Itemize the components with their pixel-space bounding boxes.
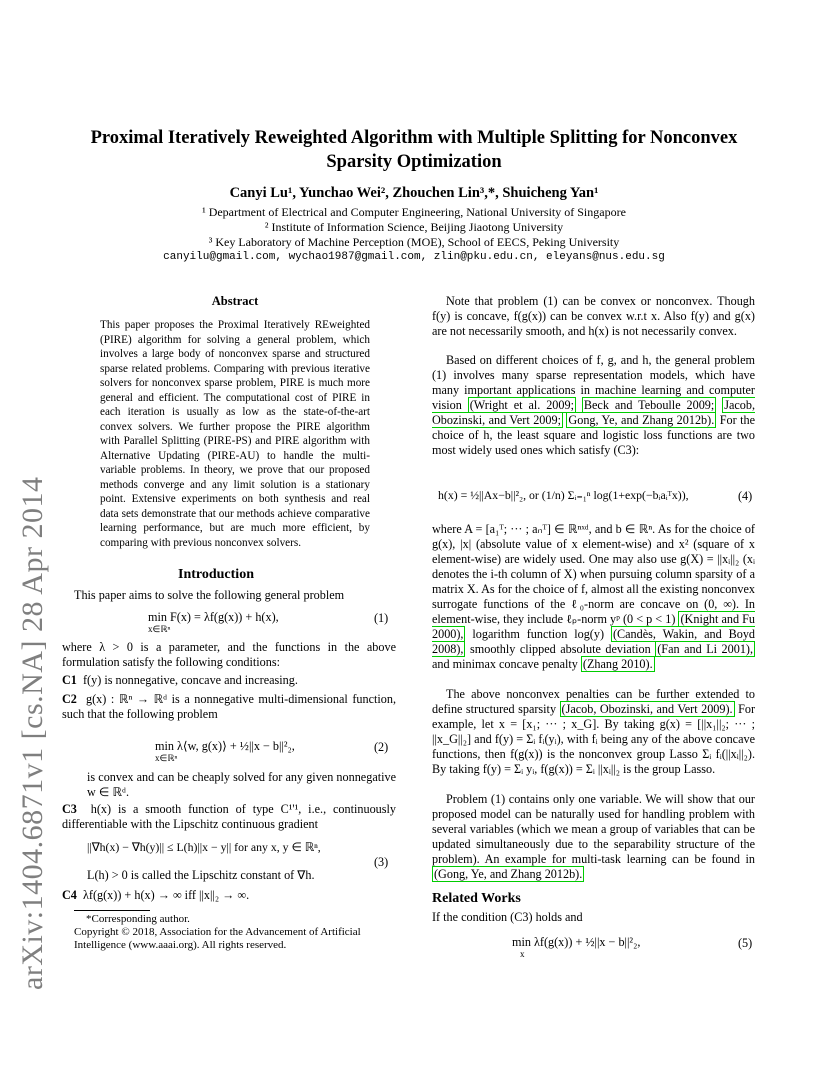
condition-c2 — [62, 692, 396, 722]
abstract-heading: Abstract — [211, 294, 259, 308]
equation-2: min λ⟨w, g(x)⟩ + ½||x − b||²₂, — [155, 739, 295, 753]
condition-c4-text: λf(g(x)) + h(x) → ∞ iff ||x||₂ → ∞. — [83, 888, 250, 902]
right-paragraph-3: where A = [a₁ᵀ; ··· ; aₙᵀ] ∈ ℝⁿˣᵈ, and b ∈ ℝⁿ. As for the choice of g(x), |x| (absolute value of x element-wise) and x² (square of x element-wise) are widely used. One may also use g(X) = ||xᵢ||₂ (xᵢ denotes the i-th column of X) when pursuing column sparsity of a matrix X. As for the choice of f, almost all the existing nonconvex surrogate functions of the ℓ₀-norm are concave on (0, ∞). In element-wise, they include ℓₚ-norm yᵖ (0 < p < 1) (Knight and Fu 2000), logarithm function log(y) (Candès, Wakin, and Boyd 2008), smoothly clipped absolute deviation (Fan and Li 2001), and minimax concave penalty (Zhang 2010). — [432, 522, 756, 671]
equation-5: min λf(g(x)) + ½||x − b||²₂, — [512, 935, 641, 949]
condition-c1-text: f(y) is nonnegative, concave and increasing. — [83, 673, 298, 687]
equation-3: ||∇h(x) − ∇h(y)|| ≤ L(h)||x − y|| for any x, y ∈ ℝⁿ, — [87, 840, 321, 854]
equation-4: h(x) = ½||Ax−b||²₂, or (1/n) Σᵢ₌₁ⁿ log(1+exp(−bᵢaᵢᵀx)), — [438, 488, 689, 502]
right-paragraph-4: The above nonconvex penalties can be further extended to define structured sparsity (Jacob, Obozinski, and Vert 2009). For example, let x = [x₁; ··· ; x_G]. By taking g(x) = [||x₁||₂; ··· ; ||x_G||₂] and f(y) = Σᵢ fᵢ(yᵢ), with fᵢ being any of the above concave functions, then f(g(x)) is the nonconvex group Lasso Σᵢ fᵢ(||xᵢ||₂). By taking f(y) = Σᵢ yᵢ, f(g(x)) = Σᵢ ||xᵢ||₂ is the group Lasso. — [432, 687, 756, 776]
footnote-copyright: Copyright © 2018, Association for the Advancement of Artificial Intelligence (www.aaai.org). All rights reserved. — [74, 926, 361, 951]
arxiv-stamp — [8, 300, 48, 990]
condition-c1 — [62, 673, 396, 688]
paper-title: Proximal Iteratively Reweighted Algorithm with Multiple Splitting for Nonconvex Sparsity Optimization — [90, 128, 738, 172]
citation-link[interactable]: Gong, Ye, and Zhang 2012b). — [568, 413, 715, 427]
condition-c4 — [62, 888, 396, 903]
equation-5-number: (5) — [738, 936, 753, 950]
arxiv-id: arXiv:1404.6871v1 [cs.NA] 28 Apr 2014 — [16, 476, 49, 990]
condition-c2-continued: is convex and can be cheaply solved for any given nonnegative w ∈ ℝᵈ. — [87, 770, 396, 799]
intro-paragraph-2: where λ > 0 is a parameter, and the functions in the above formulation satisfy the following conditions: — [62, 640, 396, 669]
right-paragraph-2: Based on different choices of f, g, and h, the general problem (1) involves many sparse representation models, which have many important applications in machine learning and computer vision (Wright et al. 2009; Beck and Teboulle 2009; Jacob, Obozinski, and Vert 2009; Gong, Ye, and Zhang 2012b). For the choice of h, the least square and logistic loss functions are two most widely used ones which satisfy (C3): — [432, 353, 756, 457]
right-paragraph-1: Note that problem (1) can be convex or nonconvex. Though f(y) is concave, f(g(x)) can be convex w.r.t x. Also f(y) and g(x) are not necessarily smooth, and h(x) is not necessarily convex. — [432, 294, 755, 338]
condition-c2-text: g(x) : ℝⁿ → ℝᵈ is a nonnegative multi-dimensional function, such that the following problem — [62, 692, 396, 721]
footnote-corresponding: *Corresponding author. — [86, 913, 190, 925]
affiliation-1: ¹ Department of Electrical and Computer Engineering, National University of Singapore — [202, 205, 626, 219]
citation-link[interactable]: (Zhang 2010). — [582, 657, 653, 671]
condition-c1-label: C1 — [62, 673, 77, 687]
footnote-rule — [74, 910, 150, 911]
affiliation-3: ³ Key Laboratory of Machine Perception (MOE), School of EECS, Peking University — [208, 235, 620, 249]
equation-2-number: (2) — [374, 740, 389, 754]
citation-link[interactable]: (Gong, Ye, and Zhang 2012b). — [434, 867, 583, 881]
equation-2-subscript: x∈ℝⁿ — [155, 753, 178, 763]
citation-link[interactable]: (Fan and Li 2001), — [657, 642, 754, 656]
related-works-paragraph: If the condition (C3) holds and — [432, 910, 583, 924]
intro-heading: Introduction — [178, 567, 254, 582]
equation-1-subscript: x∈ℝⁿ — [148, 624, 171, 634]
equation-3-number: (3) — [374, 855, 389, 869]
intro-paragraph-1: This paper aims to solve the following general problem — [74, 588, 345, 602]
condition-c2-label: C2 — [62, 692, 77, 706]
condition-c3-label: C3 — [62, 802, 77, 816]
abstract-text: This paper proposes the Proximal Iteratively REweighted (PIRE) algorithm for solving a general problem, which involves a large body of nonconvex sparse and structured sparse related problems. Comparing with previous iterative solvers for nonconvex sparse problem, PIRE is much more general and efficient. The computational cost of PIRE in each iteration is usually as low as the state-of-the-art convex solvers. We further propose the PIRE algorithm with Parallel Splitting (PIRE-PS) and PIRE algorithm with Alternative Updating (PIRE-AU) to handle the multi-variable problems. In theory, we prove that our proposed methods converge and any limit solution is a stationary point. Extensive experiments on both synthesis and real data sets demonstrate that our methods achieve comparative learning performance, but are much more efficient, by comparing with previous nonconvex solvers. — [100, 319, 370, 549]
equation-1-number: (1) — [374, 611, 389, 625]
citation-link[interactable]: (Candès, Wakin, and Boyd 2008), — [432, 627, 756, 656]
citation-link[interactable]: (Jacob, Obozinski, and Vert 2009). — [561, 702, 733, 716]
citation-link[interactable]: Beck and Teboulle 2009; — [583, 398, 715, 412]
affiliation-2: ² Institute of Information Science, Beijing Jiaotong University — [264, 220, 564, 234]
related-works-heading: Related Works — [432, 891, 521, 906]
equation-1: min F(x) = λf(g(x)) + h(x), — [148, 610, 279, 624]
author-list: Canyi Lu¹, Yunchao Wei², Zhouchen Lin³,*, Shuicheng Yan¹ — [229, 185, 599, 201]
condition-c4-label: C4 — [62, 888, 77, 902]
author-emails: canyilu@gmail.com, wychao1987@gmail.com, zlin@pku.edu.cn, eleyans@nus.edu.sg — [163, 251, 665, 263]
citation-link[interactable]: (Knight and Fu 2000), — [432, 612, 756, 641]
condition-c3-continued: L(h) > 0 is called the Lipschitz constant of ∇h. — [87, 868, 315, 882]
citation-link[interactable]: Jacob, Obozinski, and Vert 2009; — [432, 398, 756, 427]
equation-5-subscript: x — [520, 949, 525, 959]
condition-c3-text: h(x) is a smooth function of type C¹'¹, i.e., continuously differentiable with the Lipschitz continuous gradient — [62, 802, 396, 831]
equation-4-number: (4) — [738, 489, 753, 503]
right-paragraph-5: Problem (1) contains only one variable. We will show that our proposed model can be naturally used for handling problem with several variables (which we mean a group of variables that can be updated simultaneously due to the separability structure of the problem). An example for multi-task learning can be found in (Gong, Ye, and Zhang 2012b). — [432, 792, 755, 881]
condition-c3 — [62, 802, 396, 832]
citation-link[interactable]: (Wright et al. 2009; — [469, 398, 574, 412]
